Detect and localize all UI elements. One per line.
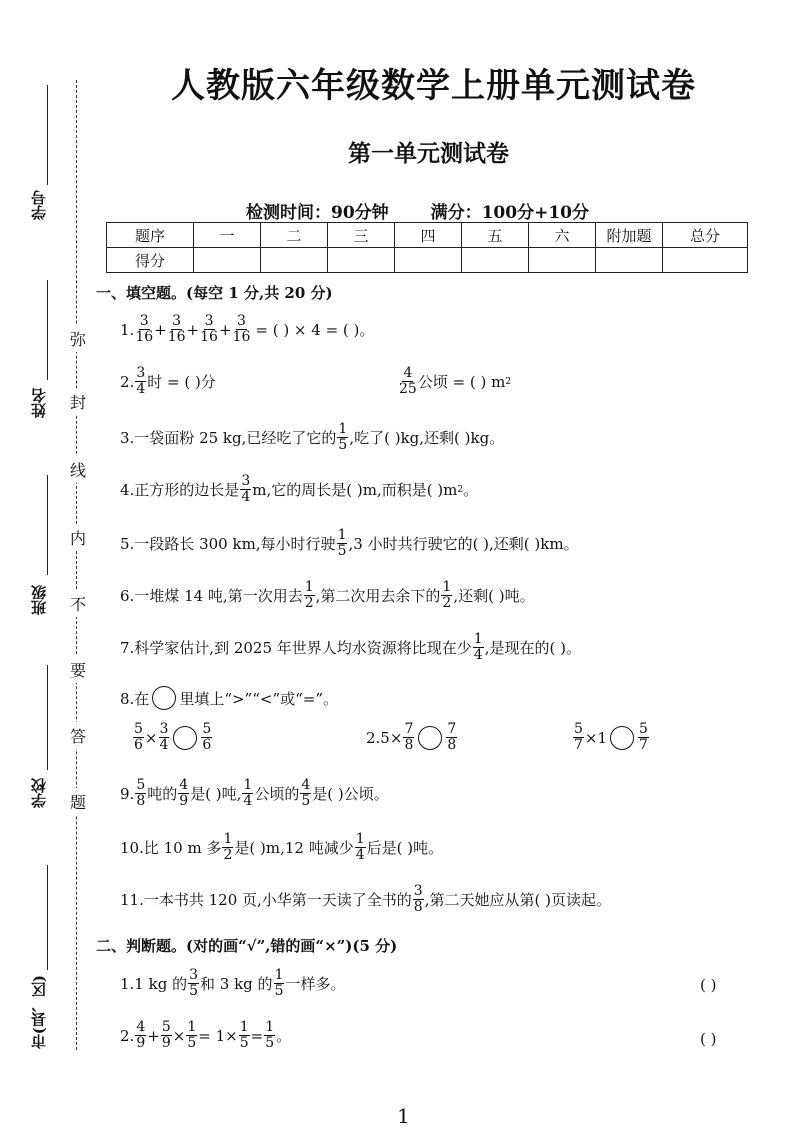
fraction — [168, 314, 186, 345]
fraction-part: 9 — [136, 1035, 146, 1051]
fraction-part: 5 — [189, 983, 199, 999]
q-text: + — [218, 320, 232, 339]
fraction-part: 4 — [159, 737, 169, 753]
seal-char: 线 — [70, 456, 86, 483]
fraction-part: 1 — [243, 777, 253, 793]
fraction — [186, 1020, 197, 1051]
fraction-part: 1 — [338, 421, 348, 437]
fraction-part: 4 — [403, 365, 413, 381]
fraction-part: 4 — [301, 777, 311, 793]
section-true-false: 二、判断题。(对的画“√”,错的画“×”)(5 分) — [96, 937, 398, 955]
label-school: 学校 — [30, 778, 48, 808]
fraction-part: 5 — [134, 721, 143, 737]
score-cell[interactable] — [328, 248, 395, 273]
q-text: 后是( )吨。 — [366, 839, 444, 857]
fraction — [161, 1020, 172, 1051]
fraction-part: 5 — [338, 437, 348, 453]
fraction-part: 5 — [239, 1035, 249, 1051]
table-cell: 五 — [462, 223, 529, 248]
q-text: 是( )吨, — [190, 785, 242, 803]
fraction-part: 8 — [413, 899, 423, 915]
fraction-part: 6 — [134, 737, 143, 753]
q-text: + — [186, 320, 200, 339]
q-text: 9. — [120, 784, 135, 803]
fraction-part: 4 — [473, 647, 483, 663]
q-text: 10.比 10 m 多 — [120, 839, 222, 857]
fraction-part: 5 — [574, 721, 583, 737]
page-subtitle: 第一单元测试卷 — [348, 140, 509, 167]
fraction — [446, 722, 457, 753]
table-cell: 一 — [194, 223, 261, 248]
question-2 — [120, 366, 216, 397]
question-9 — [120, 778, 389, 809]
question-10 — [120, 832, 443, 863]
question-8-item-3 — [572, 722, 650, 753]
fraction-part: 2 — [304, 595, 314, 611]
q-text: 6.一堆煤 14 吨,第一次用去 — [120, 587, 303, 605]
score-cell[interactable] — [194, 248, 261, 273]
question-6 — [120, 580, 535, 611]
fraction-part: 5 — [187, 1035, 197, 1051]
fraction — [135, 1020, 146, 1051]
fraction-part: 3 — [189, 967, 199, 983]
fraction-part: 3 — [236, 313, 246, 329]
score-cell[interactable] — [663, 248, 748, 273]
q-text: 2. — [120, 372, 135, 391]
fraction — [135, 314, 153, 345]
q-text: × — [172, 1026, 186, 1045]
fraction — [355, 832, 366, 863]
score-table — [106, 222, 748, 273]
fraction-part: 6 — [202, 737, 212, 753]
q-text: = — [250, 1026, 264, 1045]
fraction — [403, 722, 414, 753]
fraction-part: 4 — [355, 847, 365, 863]
q-text: 8.在 — [120, 689, 150, 708]
fraction — [222, 832, 233, 863]
fraction-part: 7 — [447, 721, 457, 737]
fraction-part: 5 — [202, 721, 212, 737]
label-city: 市(县、区) — [30, 975, 48, 1050]
fraction-part: 16 — [135, 329, 154, 345]
table-cell: 四 — [395, 223, 462, 248]
score-cell[interactable] — [596, 248, 663, 273]
exam-meta — [246, 198, 625, 223]
q-text: ,第二次用去余下的 — [315, 587, 441, 605]
fraction-part: 1 — [187, 1019, 197, 1035]
fraction-part: 7 — [639, 737, 648, 753]
q-text: 2 — [505, 376, 512, 387]
fraction-part: 4 — [241, 489, 251, 505]
fraction-part: 3 — [139, 313, 149, 329]
exam-time: 检测时间：90分钟 — [246, 203, 389, 223]
fraction — [274, 968, 285, 999]
score-cell[interactable] — [261, 248, 328, 273]
q-text: ,是现在的( )。 — [484, 639, 581, 657]
question-1 — [120, 314, 374, 345]
fraction — [304, 580, 315, 611]
q-text: ,第二天她应从第( )页读起。 — [424, 891, 611, 909]
q-text: = 1× — [198, 1026, 238, 1045]
fraction-part: 5 — [274, 983, 284, 999]
table-cell: 题序 — [107, 223, 194, 248]
fraction-part: 1 — [274, 967, 284, 983]
fraction — [441, 580, 452, 611]
page-number: 1 — [397, 1104, 410, 1128]
fraction-part: 1 — [239, 1019, 249, 1035]
table-cell: 总分 — [663, 223, 748, 248]
seal-char: 不 — [70, 590, 86, 617]
fraction-part: 8 — [136, 793, 146, 809]
fraction-part: 2 — [442, 595, 452, 611]
fraction — [200, 314, 218, 345]
q-text: 是( )m,12 吨减少 — [234, 839, 354, 857]
fraction — [399, 366, 417, 397]
seal-char: 题 — [70, 788, 86, 815]
question-3 — [120, 422, 504, 453]
fraction-part: 3 — [241, 473, 251, 489]
fraction-part: 5 — [301, 793, 311, 809]
city-line — [47, 865, 49, 970]
q-text: 11.一本书共 120 页,小华第一天读了全书的 — [120, 891, 412, 909]
fraction-part: 9 — [179, 793, 189, 809]
q-text: 公顷的 — [254, 785, 300, 803]
question-5 — [120, 528, 579, 559]
fraction — [300, 778, 311, 809]
fraction — [638, 722, 649, 753]
compare-circle-input[interactable] — [610, 726, 634, 750]
fraction-part: 3 — [159, 721, 169, 737]
fraction-part: 1 — [337, 527, 347, 543]
question-8-item-1 — [132, 722, 213, 753]
seal-char: 内 — [70, 524, 86, 551]
seal-char: 答 — [70, 722, 86, 749]
q-text: 5.一段路长 300 km,每小时行驶 — [120, 535, 336, 553]
fraction-part: 1 — [223, 831, 233, 847]
q-text: 是( )公顷。 — [312, 785, 389, 803]
fraction-part: 4 — [179, 777, 189, 793]
score-cell[interactable] — [395, 248, 462, 273]
compare-circle — [152, 686, 176, 710]
fraction-part: 5 — [265, 1035, 275, 1051]
fraction — [135, 366, 146, 397]
fraction-part: 2 — [223, 847, 233, 863]
class-line — [47, 475, 49, 575]
q-text: 4.正方形的边长是 — [120, 481, 240, 499]
fraction — [473, 632, 484, 663]
q-text: ,3 小时共行驶它的( ),还剩( )km。 — [348, 535, 579, 553]
q-text: 3.一袋面粉 25 kg,已经吃了它的 — [120, 429, 337, 447]
fraction-part: 1 — [265, 1019, 275, 1035]
fraction-part: 5 — [639, 721, 648, 737]
q-text: ,还剩( )吨。 — [453, 587, 535, 605]
label-class: 班级 — [30, 585, 48, 615]
fraction-part: 16 — [200, 329, 218, 345]
q-text: ×1 — [584, 728, 608, 747]
fraction-part: 25 — [399, 381, 417, 397]
q-text: + — [154, 320, 167, 339]
fraction — [233, 314, 251, 345]
fraction-part: 1 — [442, 579, 452, 595]
seal-char: 封 — [70, 388, 86, 415]
name-line — [47, 280, 49, 380]
q-text: 公顷 = ( ) m — [417, 373, 506, 391]
fraction-part: 1 — [473, 631, 483, 647]
fraction-part: 3 — [413, 883, 423, 899]
fraction-part: 1 — [355, 831, 365, 847]
score-cell[interactable] — [529, 248, 596, 273]
q-text: 1. — [120, 320, 135, 339]
fraction-part: 5 — [337, 543, 347, 559]
answer-paren[interactable]: ( ) — [700, 1030, 717, 1048]
answer-paren[interactable]: ( ) — [700, 976, 717, 994]
q-text: 2 — [457, 484, 464, 495]
compare-circle-input[interactable] — [173, 726, 197, 750]
student-id-line — [47, 85, 49, 185]
question-7 — [120, 632, 581, 663]
fraction-part: 7 — [574, 737, 583, 753]
fraction-part: 16 — [167, 329, 186, 345]
fraction — [242, 778, 253, 809]
table-cell: 附加题 — [596, 223, 663, 248]
q-text: = ( ) × 4 = ( )。 — [255, 321, 375, 339]
score-table-row — [107, 248, 748, 273]
judge-2 — [120, 1020, 291, 1051]
fraction-part: 3 — [172, 313, 182, 329]
label-name: 姓名 — [30, 388, 48, 418]
binding-dashed-line — [76, 80, 77, 1050]
seal-char: 弥 — [70, 325, 86, 352]
fraction-part: 8 — [447, 737, 457, 753]
q-text: 7.科学家估计,到 2025 年世界人均水资源将比现在少 — [120, 639, 472, 657]
question-4 — [120, 474, 478, 505]
fraction — [135, 778, 146, 809]
q-text: 吨的 — [147, 785, 178, 803]
q-text: 。 — [276, 1027, 292, 1045]
fraction — [240, 474, 251, 505]
q-text: 里填上“>”“<”或“=”。 — [179, 689, 339, 708]
question-8-item-2 — [366, 722, 458, 753]
fraction — [201, 722, 212, 753]
q-text: ,吃了( )kg,还剩( )kg。 — [349, 429, 505, 447]
table-cell: 二 — [261, 223, 328, 248]
judge-1 — [120, 968, 346, 999]
table-cell: 得分 — [107, 248, 194, 273]
table-cell: 六 — [529, 223, 596, 248]
fraction-part: 1 — [304, 579, 314, 595]
fraction-part: 5 — [136, 777, 146, 793]
q-text: + — [147, 1026, 160, 1045]
q-text: × — [144, 728, 158, 747]
fraction-part: 5 — [161, 1019, 171, 1035]
fraction — [413, 884, 424, 915]
q-text: 时 = ( )分 — [147, 373, 216, 391]
q-text: 2. — [120, 1026, 135, 1045]
q-text: 和 3 kg 的 — [200, 975, 273, 993]
q-text: 一样多。 — [285, 975, 346, 993]
fraction-part: 9 — [161, 1035, 171, 1051]
fraction — [133, 722, 144, 753]
section-fill-blank: 一、填空题。(每空 1 分,共 20 分) — [96, 284, 333, 302]
fraction-part: 16 — [232, 329, 251, 345]
fraction-part: 4 — [243, 793, 253, 809]
school-line — [47, 665, 49, 770]
score-table-header — [107, 223, 748, 248]
fraction — [239, 1020, 250, 1051]
compare-circle-input[interactable] — [418, 726, 442, 750]
fraction — [337, 528, 348, 559]
fraction — [178, 778, 189, 809]
q-text: m,它的周长是( )m,而积是( )m — [252, 481, 458, 499]
fraction-part: 4 — [136, 1019, 146, 1035]
fraction — [573, 722, 584, 753]
seal-char: 要 — [70, 656, 86, 683]
fraction-part: 3 — [204, 313, 214, 329]
q-text: 1.1 kg 的 — [120, 975, 188, 993]
fraction — [159, 722, 170, 753]
page-title: 人教版六年级数学上册单元测试卷 — [171, 66, 696, 106]
fraction — [264, 1020, 275, 1051]
fraction — [188, 968, 199, 999]
question-8 — [120, 686, 338, 710]
exam-full-score: 满分：100分+10分 — [430, 203, 589, 223]
fraction — [337, 422, 348, 453]
q-text: 。 — [463, 481, 479, 499]
fraction-part: 7 — [404, 721, 414, 737]
score-cell[interactable] — [462, 248, 529, 273]
fraction-part: 8 — [404, 737, 414, 753]
table-cell: 三 — [328, 223, 395, 248]
question-2b — [398, 366, 511, 397]
fraction-part: 4 — [136, 381, 146, 397]
label-student-id: 学号 — [30, 190, 48, 220]
question-11 — [120, 884, 611, 915]
q-text: 2.5× — [366, 728, 403, 747]
fraction-part: 3 — [136, 365, 146, 381]
